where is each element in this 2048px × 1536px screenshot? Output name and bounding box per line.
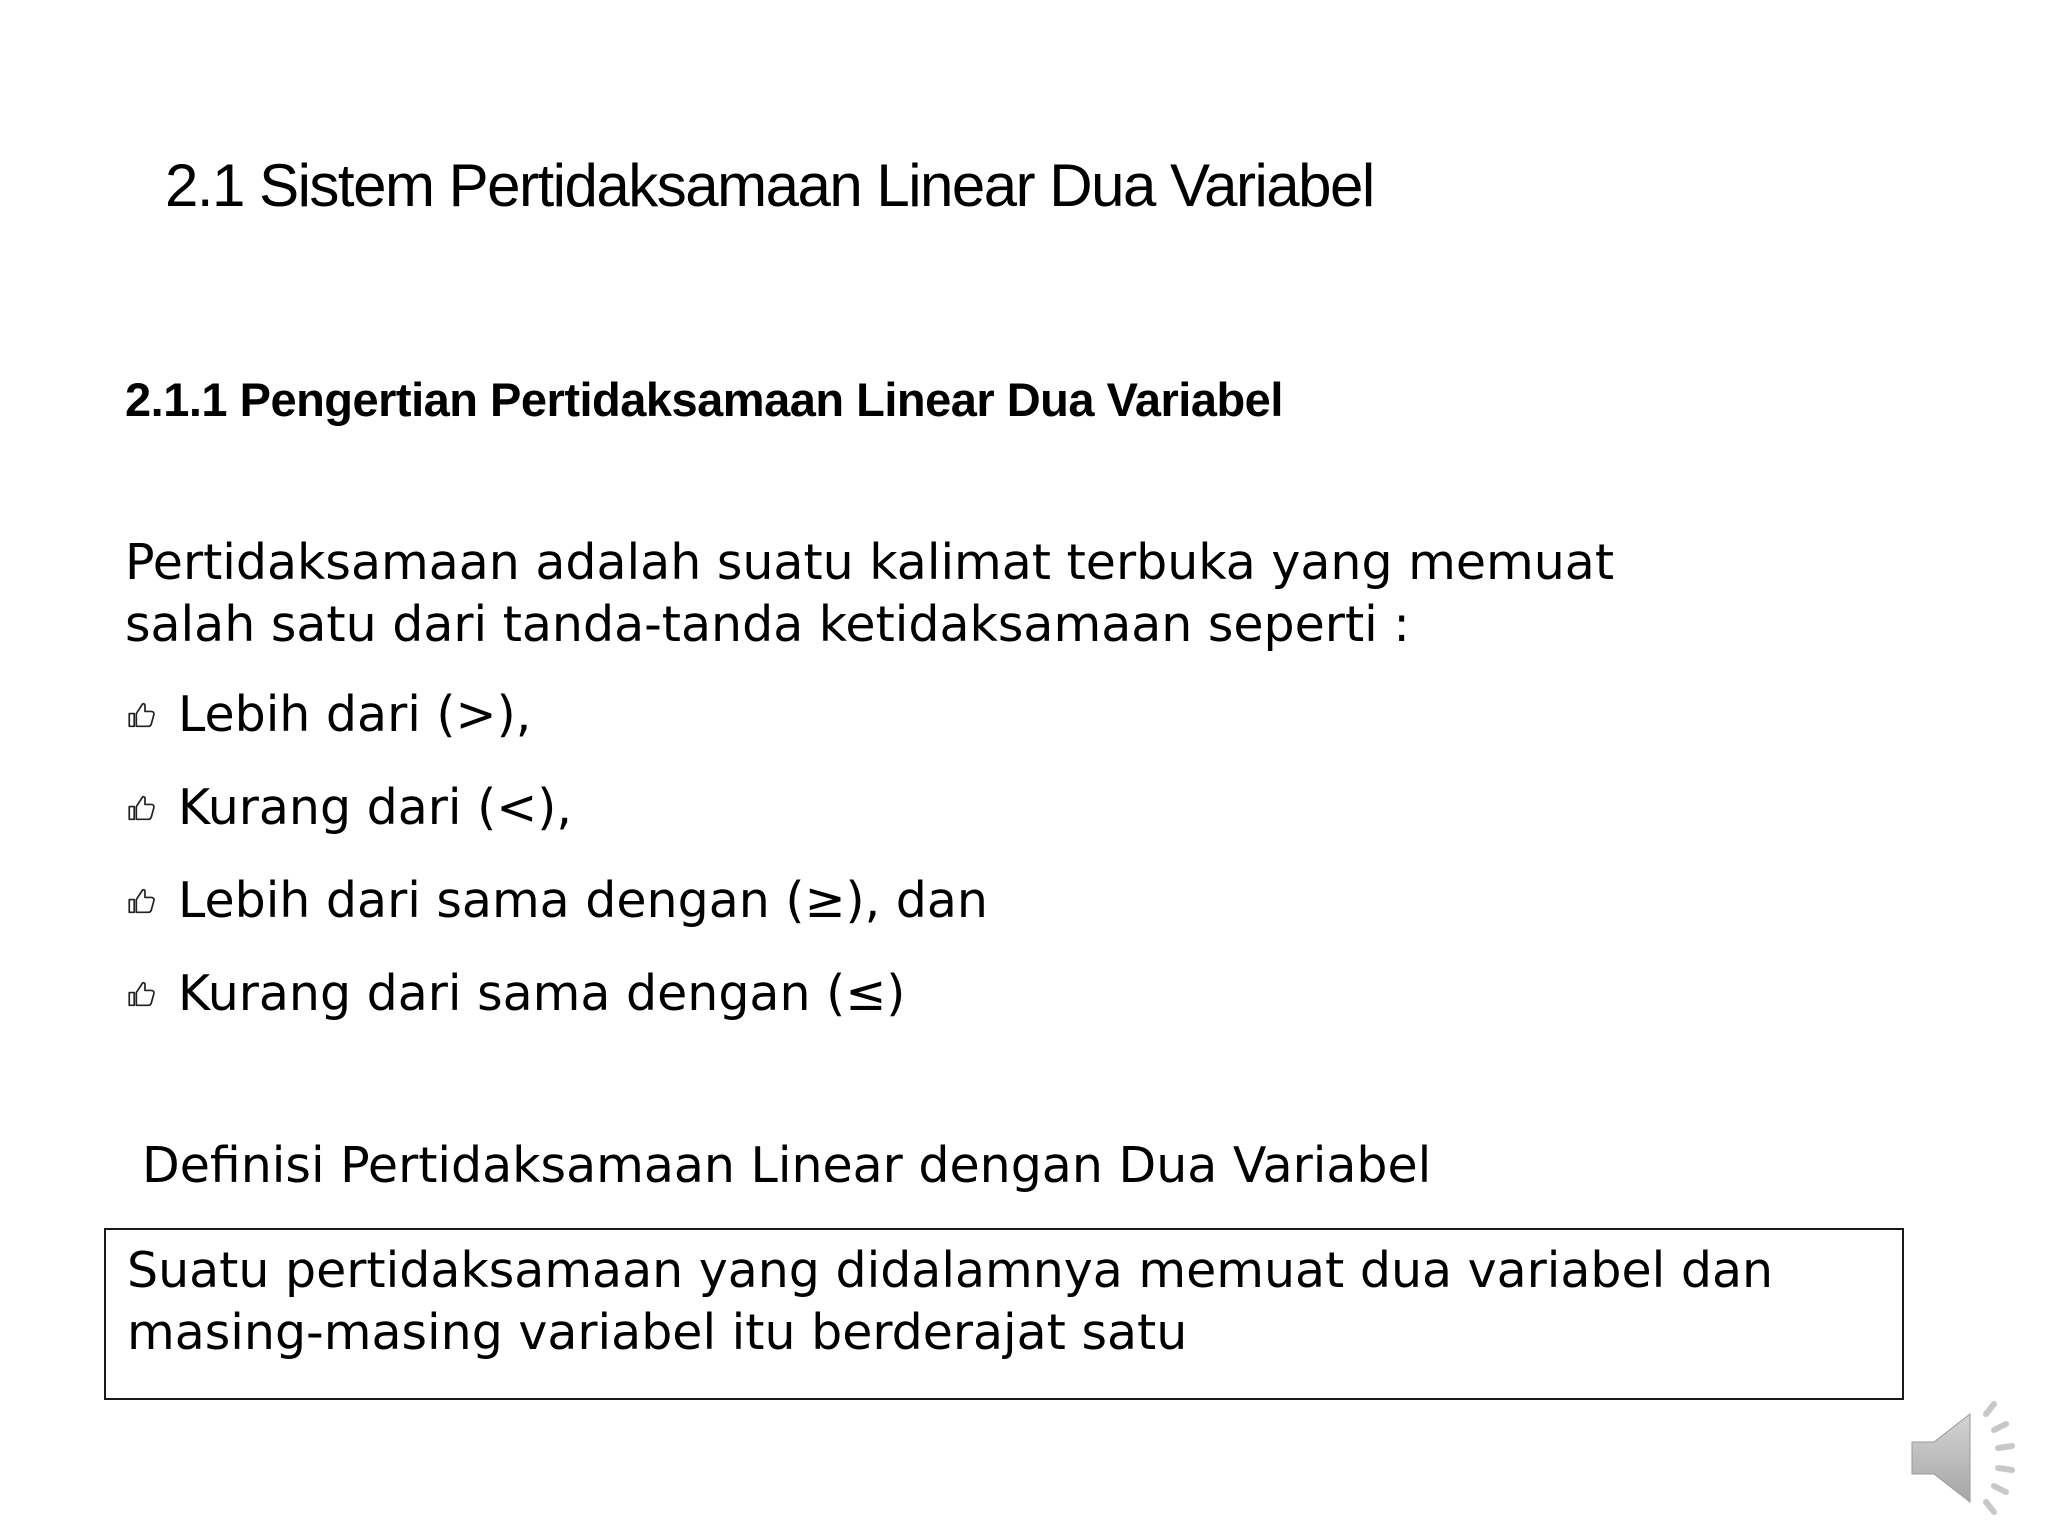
inequality-sign-list bbox=[125, 684, 988, 1056]
thumbs-up-icon bbox=[125, 777, 178, 839]
definition-text bbox=[127, 1240, 1897, 1364]
definition-box bbox=[104, 1228, 1904, 1400]
thumbs-up-icon bbox=[125, 963, 178, 1025]
bullet-text: Kurang dari (<), bbox=[178, 779, 572, 836]
bullet-text: Lebih dari (>), bbox=[178, 686, 532, 743]
intro-line: salah satu dari tanda-tanda ketidaksamaan seperti : bbox=[125, 596, 1410, 653]
definition-line: Suatu pertidaksamaan yang didalamnya memuat dua variabel dan bbox=[127, 1242, 1774, 1299]
list-item bbox=[125, 684, 988, 777]
bullet-text: Lebih dari sama dengan (≥), dan bbox=[178, 872, 988, 929]
intro-line: Pertidaksamaan adalah suatu kalimat terbuka yang memuat bbox=[125, 534, 1615, 591]
thumbs-up-icon bbox=[125, 684, 178, 746]
speaker-icon[interactable] bbox=[1904, 1390, 2034, 1520]
section-subheading: 2.1.1 Pengertian Pertidaksamaan Linear Dua Variabel bbox=[125, 373, 1283, 426]
thumbs-up-icon bbox=[125, 870, 178, 932]
bullet-text: Kurang dari sama dengan (≤) bbox=[178, 965, 906, 1022]
intro-paragraph bbox=[125, 532, 1614, 656]
list-item bbox=[125, 777, 988, 870]
list-item bbox=[125, 963, 988, 1056]
definition-heading: Definisi Pertidaksamaan Linear dengan Dua Variabel bbox=[142, 1137, 1432, 1194]
slide-title: 2.1 Sistem Pertidaksamaan Linear Dua Variabel bbox=[165, 152, 1374, 219]
definition-line: masing-masing variabel itu berderajat satu bbox=[127, 1304, 1188, 1361]
list-item bbox=[125, 870, 988, 963]
